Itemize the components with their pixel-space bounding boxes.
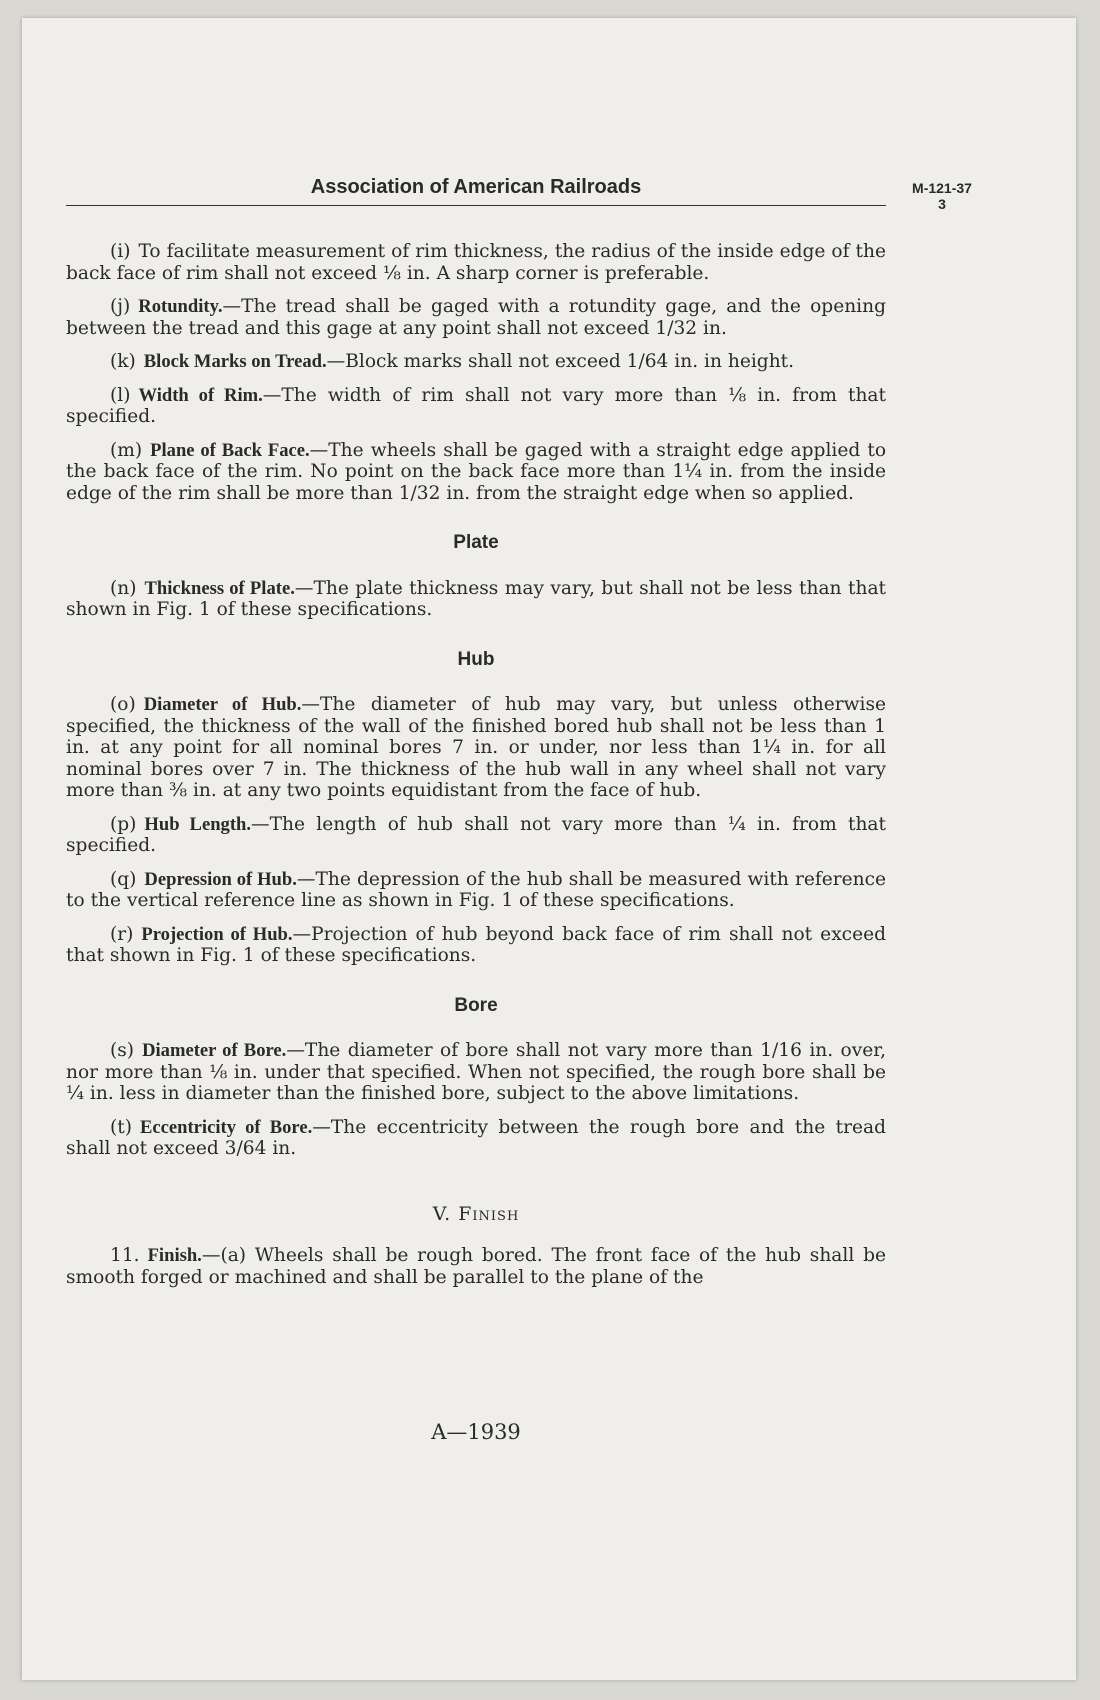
paragraph-title: Width of Rim. [138,384,263,406]
paragraph-q [66,869,886,912]
paragraph-i [66,241,886,284]
section-number: V. [432,1202,452,1225]
paragraph-label: (t) [110,1116,132,1138]
section-heading-finish [66,1204,886,1226]
section-heading-bore: Bore [454,994,498,1016]
paragraph-label: (q) [110,868,137,890]
paragraph-label: (r) [110,923,134,945]
document-body [66,241,886,1300]
paragraph-label: (s) [110,1040,135,1061]
paragraph-label: (p) [110,813,137,835]
paragraph-k [66,351,886,373]
paragraph-label: (m) [110,439,143,461]
paragraph-j [66,296,886,339]
paragraph-text: —The tread shall be gaged with a rotundity gage, and the opening between the tread and this gage at any point shall not exceed 1/32 in. [66,296,886,339]
paragraph-text: —The plate thickness may vary, but shall not be less than that shown in Fig. 1 of these specifications. [66,577,886,620]
paragraph-o [66,694,886,802]
paragraph-text: —(a) Wheels shall be rough bored. The front face of the hub shall be smooth forged or machined and shall be parallel to the plane of the [66,1245,886,1288]
paragraph-text: —Projection of hub beyond back face of rim shall not exceed that shown in Fig. 1 of these specifications. [66,923,887,966]
paragraph-l [66,385,886,428]
paragraph-text: —The depression of the hub shall be measured with reference to the vertical reference line as shown in Fig. 1 of these specifications. [66,868,886,911]
paragraph-title: Depression of Hub. [144,868,297,890]
section-title: Finish [458,1202,520,1225]
page-footer: A—1939 [431,1420,521,1444]
paragraph-r [66,924,886,967]
paragraph-m [66,440,886,505]
paragraph-text: —The wheels shall be gaged with a straight edge applied to the back face of the rim. No point on the back face more than 1¼ in. from the inside edge of the rim shall be more than 1/32 in. from the straight edge when so applied. [66,439,887,504]
paragraph-title: Eccentricity of Bore. [139,1116,313,1138]
paragraph-title: Thickness of Plate. [144,577,295,599]
paragraph-finish [66,1245,886,1288]
spec-code [902,180,982,212]
paragraph-p [66,814,886,857]
paragraph-label: (l) [110,384,131,406]
paragraph-text: —The width of rim shall not vary more than ⅛ in. from that specified. [66,384,886,427]
spec-page-number: 3 [938,196,946,212]
paragraph-label: (i) [110,241,131,262]
paragraph-t [66,1117,886,1160]
paragraph-label: (j) [110,296,131,317]
paragraph-label: (o) [110,694,136,715]
paragraph-title: Diameter of Bore. [142,1040,287,1061]
paragraph-title: Block Marks on Tread. [143,351,327,372]
paragraph-text: —The diameter of bore shall not vary more than 1/16 in. over, nor more than ⅛ in. under that specified. When not specified, the rough bore shall be ¼ in. less in diameter than the finished bore, subject to the above limitations. [66,1040,886,1104]
paragraph-text: To facilitate measurement of rim thickness, the radius of the inside edge of the back face of rim shall not exceed ⅛ in. A sharp corner is preferable. [66,241,886,284]
paragraph-text: —The eccentricity between the rough bore and the tread shall not exceed 3/64 in. [66,1116,886,1159]
paragraph-label: 11. [110,1245,140,1266]
paragraph-title: Hub Length. [144,813,252,835]
paragraph-text: —The length of hub shall not vary more than ¼ in. from that specified. [66,813,886,856]
document-page [22,18,1076,1680]
section-heading-hub: Hub [457,648,495,670]
paragraph-n [66,578,886,621]
running-header [66,176,886,206]
paragraph-text: —Block marks shall not exceed 1/64 in. in height. [326,351,795,372]
paragraph-label: (n) [110,577,137,599]
paragraph-label: (k) [110,351,136,372]
paragraph-title: Diameter of Hub. [143,694,302,715]
header-title: Association of American Railroads [310,176,642,198]
section-heading-plate: Plate [453,532,499,553]
paragraph-text: —The diameter of hub may vary, but unless otherwise specified, the thickness of the wall of the finished bored hub shall not be less than 1 in. at any point for all nominal bores 7 in. or under, nor less than 1¼ in. for all nominal bores over 7 in. The thickness of the hub wall in any wheel shall not vary more than ⅜ in. at any two points equidistant from the face of hub. [66,694,887,801]
paragraph-title: Rotundity. [138,296,223,317]
paragraph-title: Finish. [147,1245,202,1266]
spec-code-number: M-121-37 [912,180,972,196]
paragraph-s [66,1040,886,1105]
paragraph-title: Plane of Back Face. [150,439,310,461]
paragraph-title: Projection of Hub. [141,923,293,945]
